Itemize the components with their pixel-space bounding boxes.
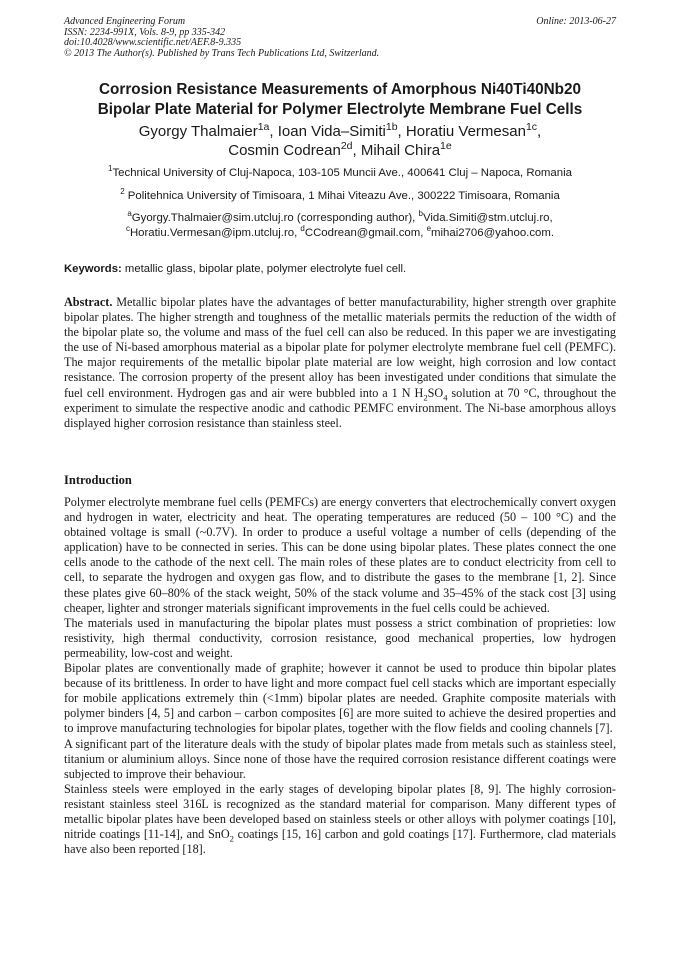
affiliation-sup: 1 (108, 164, 113, 174)
introduction-body (64, 495, 616, 857)
author-name: Horatiu Vermesan (405, 123, 526, 140)
abstract-text: SO (427, 385, 444, 400)
email-sup: a (127, 209, 132, 219)
affiliation-sup: 2 (120, 187, 125, 197)
email-sup: d (300, 224, 305, 234)
paper-title (64, 80, 616, 120)
abstract-text: Metallic bipolar plates have the advantages of better manufacturability, higher strength over graphite bipolar plates. The higher strength and toughness of the metallic materials permits the reduction of the width of the bipolar plate so, the volume and mass of the fuel cell can also be reduced. In this paper we are investigating the use of Ni-based amorphous material as a bipolar plate for polymer electrolyte membrane fuel cell (PEMFC). The major requirements of the metallic bipolar plate material are low weight, high corrosion and low contact resistance. The corrosion property of the present alloy has been investigated under conditions that simulate the fuel cell environment. Hydrogen gas and air were bubbled into a 1 N H (64, 295, 616, 400)
copyright-line: © 2013 The Author(s). Published by Trans Tech Publications Ltd, Switzerland. (64, 47, 380, 59)
title-line-1: Corrosion Resistance Measurements of Amorphous Ni40Ti40Nb20 (99, 81, 581, 98)
paragraph (64, 782, 616, 857)
email-link[interactable]: Vida.Simiti@stm.utcluj.ro, (422, 212, 553, 224)
paragraph: The materials used in manufacturing the bipolar plates must possess a strict combination of proprieties: low resistivity, high thermal conductivity, corrosion resistance, good mechanical properties, low hydrogen permeability, low-cost and weight. (64, 615, 616, 660)
paragraph: A significant part of the literature deals with the study of bipolar plates made from metals such as stainless steel, titanium or aluminium alloys. Since none of those have the required corrosion resistance different coatings were subjected to improve their behaviour. (64, 736, 616, 781)
author-emails (64, 211, 616, 241)
author-name: Cosmin Codrean (228, 141, 341, 159)
author-name: Mihail Chira (360, 141, 441, 159)
introduction-heading: Introduction (64, 473, 132, 487)
author-sup: 1b (385, 121, 398, 133)
email-link[interactable]: Gyorgy.Thalmaier@sim.utcluj.ro (corresponding author), (131, 212, 419, 224)
author-sup: 1e (440, 139, 452, 152)
issn-line: ISSN: 2234-991X, Vols. 8-9, pp 335-342 (64, 26, 226, 38)
paragraph-text: coatings [15, 16] carbon and gold coatings [17]. Furthermore, clad materials have also been reported [18]. (64, 827, 616, 857)
email-sup: b (418, 209, 423, 219)
paragraph: Polymer electrolyte membrane fuel cells (PEMFCs) are energy converters that electrochemically convert oxygen and hydrogen in water, electricity and heat. The operating temperatures are reduced (50 – 100 °C) and the obtained voltage is small (~0.7V). In order to produce a useful voltage a number of cells (depending of the application) have to be connected in series. This can be done using bipolar plates. These plates connect the one cells anode to the cathode of the next cell. The main roles of these plates are to conduct electricity from cell to cell, to separate the hydrogen and oxygen gas flow, and to distribute the gases to the membrane [1, 2]. Since these plates give 60–80% of the stack weight, 50% of the stack volume and 35–45% of the stack cost [3] using cheaper, lighter and stronger materials significant improvements in the fuel cells could be achieved. (64, 495, 616, 615)
doi-line: doi:10.4028/www.scientific.net/AEF.8-9.335 (64, 37, 242, 49)
title-line-2: Bipolar Plate Material for Polymer Electrolyte Membrane Fuel Cells (97, 101, 583, 118)
author-list: Gyorgy Thalmaier$^{1a}$, Ioan Vida–Simiti$^{1b}$, Horatiu Vermesan$^{1c}$, Cosmin Codrean$^{2d}$, Mihail Chira$^{1e}$ (138, 121, 542, 159)
abstract (64, 295, 616, 431)
online-date: Online: 2013-06-27 (536, 16, 616, 27)
subscript: 2 (229, 833, 234, 844)
email-link[interactable]: Horatiu.Vermesan@ipm.utcluj.ro, (129, 227, 301, 239)
abstract-label: Abstract. (64, 295, 113, 309)
journal-name: Advanced Engineering Forum (64, 16, 186, 27)
author-sup: 2d (340, 139, 353, 152)
affiliation-text: Politehnica University of Timisoara, 1 Mihai Viteazu Ave., 300222 Timisoara, Romania (127, 190, 560, 202)
affiliation-text: Technical University of Cluj-Napoca, 103-105 Muncii Ave., 400641 Cluj – Napoca, Romania (112, 167, 572, 179)
email-sup: e (426, 224, 432, 234)
author-sup: 1c (525, 121, 538, 133)
paragraph: Bipolar plates are conventionally made of graphite; however it cannot be used to produce thin bipolar plates because of its brittleness. In order to have light and more compact fuel cell stacks which are important especially for mobile applications extremely thin (<1mm) bipolar plates are needed. Graphite composite materials with polymer binders [4, 5] and carbon – carbon composites [6] are more suited to achieve the desired properties and to improve manufacturing technologies for bipolar plates, together with the flow fields and cooling channels [7]. (64, 661, 616, 736)
email-link[interactable]: CCodrean@gmail.com, (304, 227, 427, 239)
running-header (64, 17, 616, 59)
affiliation-1 (64, 166, 616, 180)
subscript: 4 (443, 392, 448, 402)
keywords (64, 262, 616, 276)
author-name: Ioan Vida–Simiti (277, 123, 386, 140)
paragraph-text: Stainless steels were employed in the early stages of developing bipolar plates [8, 9]. The highly corrosion-resistant stainless steel 316L is recognized as the standard material for comparison. Many different types of metallic bipolar plates have been developed based on stainless steels or other alloys with polymer coatings [10], nitride coatings [11-14], and SnO (64, 781, 616, 842)
affiliation-2 (64, 189, 616, 203)
email-link[interactable]: mihai2706@yahoo.com. (431, 227, 555, 239)
abstract-text: solution at 70 °C, throughout the experiment to simulate the respective anodic and cathodic PEMFC environment. The Ni-base amorphous alloys displayed higher corrosion resistance than stainless steel. (64, 385, 616, 430)
author-name: Gyorgy Thalmaier (138, 123, 258, 140)
author-sup: 1a (257, 121, 270, 133)
keywords-text: metallic glass, bipolar plate, polymer electrolyte fuel cell. (121, 263, 407, 275)
subscript: 2 (423, 392, 428, 402)
email-sup: c (125, 224, 130, 234)
keywords-label: Keywords: (64, 263, 122, 275)
